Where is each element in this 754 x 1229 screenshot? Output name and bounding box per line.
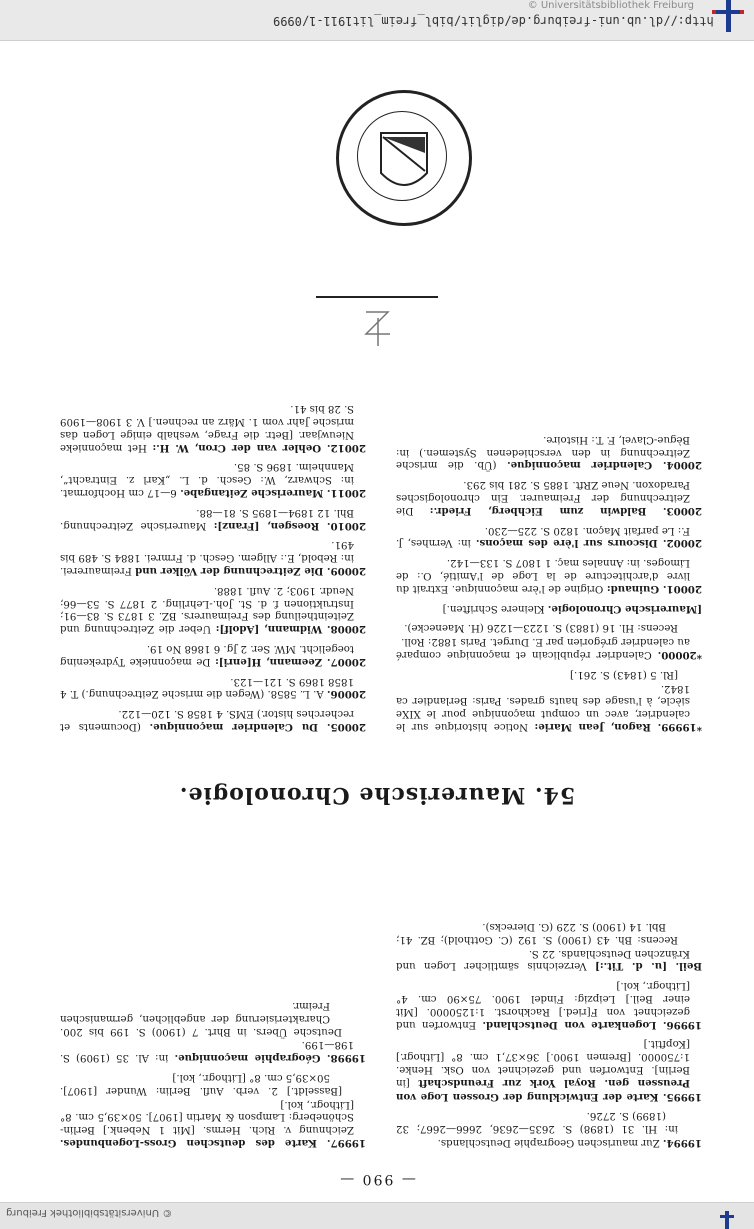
entry-19999: *19999. Ragon, Jean Marie: Notice historique sur le calendrier, avec un comput maçonnique pour le XIXe siècle, à l'usage des hauts grades. Paris: Berlandier ca 1842. [Rl. 5 (1843) S. 261.] xyxy=(396,668,702,733)
entry-20000: *20000. Calendrier républicain et maçonnique comparé au calendrier grégorien par E. Durget. Paris 1882: Roll. Recens: Hl. 16 (1883) S. 1223—1226 (H. Maenecke). xyxy=(396,622,702,662)
library-logo-icon xyxy=(712,0,744,32)
copyright-credit: © Universitätsbibliothek Freiburg xyxy=(527,0,694,11)
entry-20006: 20006. A. L. 5858. (Wegen die mrische Zeitrechnung.) T. 4 1858 1869 S. 121—123. xyxy=(60,675,366,701)
divider-rule xyxy=(316,296,438,298)
entry-small-writings-heading: [Maurerische Chronologie. Kleinere Schriften.] xyxy=(442,602,702,615)
upper-left-column xyxy=(396,913,702,1149)
viewer-bottom-bar xyxy=(0,1202,754,1229)
library-logo-bottom-icon xyxy=(720,1211,734,1229)
entry-20004: 20004. Calendrier maçonnique. (Üb. die mrische Zeitrechnung in den verschiedenen Systemen.) in: Bègue-Clavel, F. T.: Histoire. xyxy=(396,433,702,472)
copyright-credit-bottom: © Universitätsbibliothek Freiburg xyxy=(6,1207,173,1218)
entry-20011: 20011. Maurerische Zeitangabe. 6—17 cm Hochformat. in: Schwarz, W.: Gesch. d. L. „Karl z. Eintracht“, Mannheim. 1896 S. 85. xyxy=(60,461,366,500)
entry-19996: 19996. Logenkarte von Deutschland. Entworfen und gezeichnet von F[ried.] Rackhorst. 1:1250000. [Mit einer Beil.] Leipzig: Findel 1900. 75×90 cm. 4° [Lithogr., kol.] xyxy=(396,980,702,1031)
entry-20003: 20003. Baldwin zum Eichberg, Friedr.: Die Zeitrechnung der Freimaurer. Ein chronologisches Paradoxon. Neue ZRft. 1885 S. 281 bis 293. xyxy=(396,479,702,517)
entry-19995: 19995. Karte der Entwicklung der Grossen Loge von Preussen gen. Royal York zur Freundschaft [in Berlin]. Entworfen und gezeichnet von Osk. Henke. 1:750000. [Bremen 1900.] 36×37,1 cm. 8° [Lithogr.] [Kopftit.] xyxy=(396,1038,702,1103)
printed-page xyxy=(52,395,702,1185)
entry-20009: 20009. Die Zeitrechnung der Völker und Freimaurerei. in: Rebold, E.: Allgem. Gesch. d. Frmrei. 1884 S. 489 bis 491. xyxy=(59,539,366,578)
entry-19994: 19994. Zur maurischen Geographie Deutschlands. in: Hl. 31 (1898) S. 2635—2636, 2666—2667; 32 (1899) S. 2726. xyxy=(396,1110,702,1149)
page-number: — 990 — xyxy=(338,1171,416,1187)
section-title: 54. Maurerische Chronologie. xyxy=(178,782,576,808)
entry-19997: 19997. Karte des deutschen Gross-Logenbundes. Zeichnung v. Rich. Herms. [Mit 1 Nebenk.] Berlin-Schöneberg: Lampson & Martin [1907]. 50×39,5 cm. 8° [Lithogr., kol.] [Basseldt.] 2. verb. Aufl. Berlin: Wunder [1907]. 50×39,5 cm. 8° [Lithogr., kol.] xyxy=(60,1072,366,1149)
viewer-top-bar xyxy=(0,0,754,41)
entry-20012: 20012. Oehler van der Cron, W. H.: Het maçonnieke Nieuwjaar. [Betr. die Frage, weshalb einige Logen das mrische Jahr vom 1. März an rechnen.] V. 3 1908—1909 S. 28 bis 41. xyxy=(60,403,366,454)
source-url[interactable]: http://dl.ub.uni-freiburg.de/diglit/bibl_freim_lit1911-1/0999 xyxy=(273,14,714,28)
upper-right-column xyxy=(60,992,366,1149)
entry-20008: 20008. Widmann, [Adolf]: Ueber die Zeitrechnung und Zeiteintheilung des Freimaurers. BZ. 3 1873 S. 83—91; Instruktionen f. d. St. Joh.-Lehrling. 2 1877 S. 53—66; Neudr. 1903; 2. Aufl. 1888. xyxy=(60,584,366,636)
entry-20001: 20001. Guinaud: Origine de l'ère maçonnique. Extrait du livre d'architecture de la Loge de l'Amitié, O.: de Limoges. in: Annales maç. 1 1807 S. 133—142. xyxy=(396,557,702,595)
entry-20010: 20010. Roesgen, [Franz]: Maurerische Zeitrechnung. Bhl. 12 1894—1895 S. 81—88. xyxy=(60,506,366,532)
stamp-shield-icon xyxy=(339,93,469,223)
library-stamp xyxy=(336,90,472,226)
entry-20005: 20005. Du Calendrier maçonnique. (Documents et recherches histor.) EMS. 4 1858 S. 120—122. xyxy=(59,708,366,733)
lower-right-column xyxy=(60,395,366,733)
lower-left-column xyxy=(396,426,702,733)
entry-20007: 20007. Zeemann, H[enri]: De maçonnieke Tydrekening toegelicht. MW. Ser. 2 Jg. 6 1868 No 19. xyxy=(60,643,366,668)
entry-19996-beil: Beil. [u. d. Tit.:] Verzeichnis sämtlicher Logen und Kränzchen Deutschlands. 22 S. Recens: Bh. 43 (1900) S. 192 (C. Gotthold); BZ. 41; Bbl. 14 (1900) S. 229 (G. Dierecks). xyxy=(396,921,702,973)
entry-20002: 20002. Discours sur l'ère des maçons. in: Vernhes, J. F.: Le parfait Maçon. 1820 S. 225—230. xyxy=(396,524,702,550)
entry-19998: 19998. Géographie maçonnique. in: Al. 35 (1909) S. 198—199. Deutsche Übers. in Bhrt. 7 (1900) S. 199 bis 200. Charakterisierung der angeblichen, germanischen Freimr. xyxy=(60,1000,366,1065)
handwritten-signature xyxy=(360,304,396,350)
